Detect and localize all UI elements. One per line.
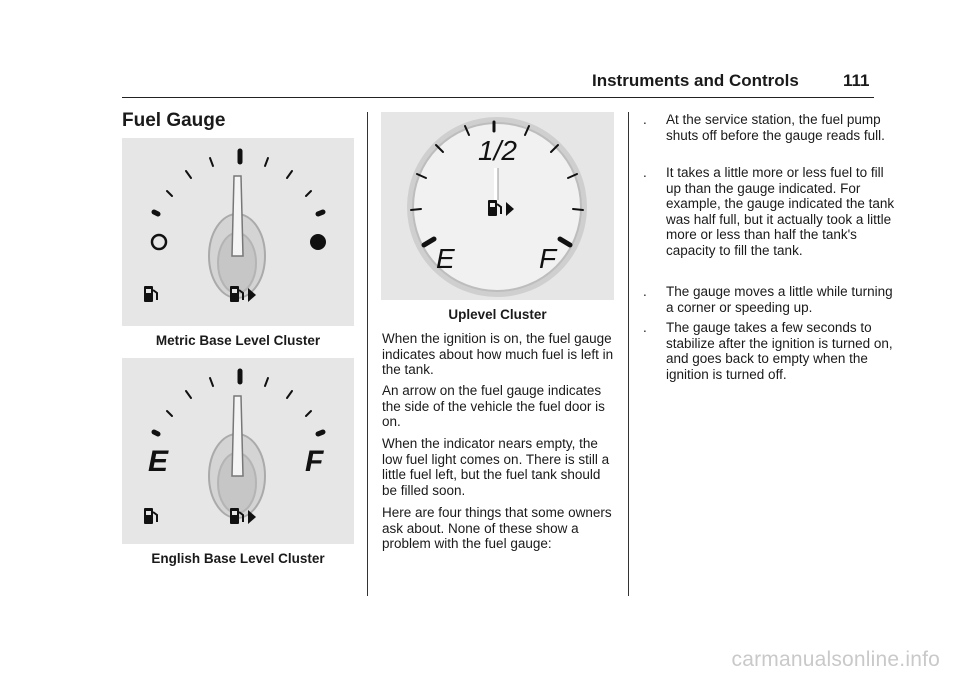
fuel-pump-icon: [144, 508, 157, 524]
section-title: Fuel Gauge: [122, 110, 226, 131]
column-divider: [628, 112, 629, 596]
uplevel-full-label: F: [539, 243, 557, 274]
bullet-text: The gauge moves a little while turning a corner or speeding up.: [666, 284, 893, 315]
column-divider: [367, 112, 368, 596]
bullet-marker: .: [643, 112, 647, 127]
bullet-marker: .: [643, 320, 647, 335]
metric-gauge-illustration: [122, 138, 354, 326]
list-item: [643, 165, 898, 280]
fuel-pump-icon: [144, 286, 157, 302]
english-gauge-illustration: [122, 358, 354, 544]
paragraph-arrow: An arrow on the fuel gauge indicates the side of the vehicle the fuel door is on.: [382, 383, 605, 429]
english-cluster-caption: English Base Level Cluster: [151, 551, 325, 566]
english-empty-label: E: [148, 445, 169, 478]
uplevel-empty-label: E: [436, 243, 455, 274]
list-item: [643, 284, 898, 318]
uplevel-gauge-illustration: [381, 112, 614, 300]
empty-circle-icon: [152, 235, 166, 249]
paragraph-ignition: When the ignition is on, the fuel gauge indicates about how much fuel is left in the tank.: [382, 331, 614, 377]
list-item: [643, 320, 898, 390]
running-header-title: Instruments and Controls: [592, 71, 799, 90]
bullet-marker: .: [643, 284, 647, 299]
metric-cluster-caption: Metric Base Level Cluster: [155, 333, 321, 348]
bullet-marker: .: [643, 165, 647, 180]
watermark: carmanualsonline.info: [731, 648, 940, 671]
bullet-text: It takes a little more or less fuel to fill up than the gauge indicated. For example, the gauge indicated the tank was half full, but it actually took a little more or less than half the tank's capacity to fill the tank.: [666, 165, 895, 258]
bullet-text: At the service station, the fuel pump shuts off before the gauge reads full.: [666, 112, 885, 143]
paragraph-low-fuel: When the indicator nears empty, the low fuel light comes on. There is still a little fuel left, but the fuel tank should be filled soon.: [382, 436, 610, 498]
english-full-label: F: [305, 445, 324, 478]
metric-cluster-figure: [122, 138, 354, 326]
uplevel-cluster-figure: [381, 112, 614, 300]
paragraph-four-things: Here are four things that some owners ask about. None of these show a problem with the fuel gauge:: [382, 505, 612, 551]
full-circle-icon: [310, 234, 326, 250]
header-rule: [122, 97, 874, 98]
bullet-text: The gauge takes a few seconds to stabilize after the ignition is turned on, and goes back to empty when the ignition is turned off.: [666, 320, 893, 382]
english-cluster-figure: [122, 358, 354, 544]
uplevel-cluster-caption: Uplevel Cluster: [448, 307, 547, 322]
list-item: [643, 112, 898, 162]
uplevel-half-label: 1/2: [478, 135, 517, 166]
page-number: 111: [843, 71, 870, 90]
